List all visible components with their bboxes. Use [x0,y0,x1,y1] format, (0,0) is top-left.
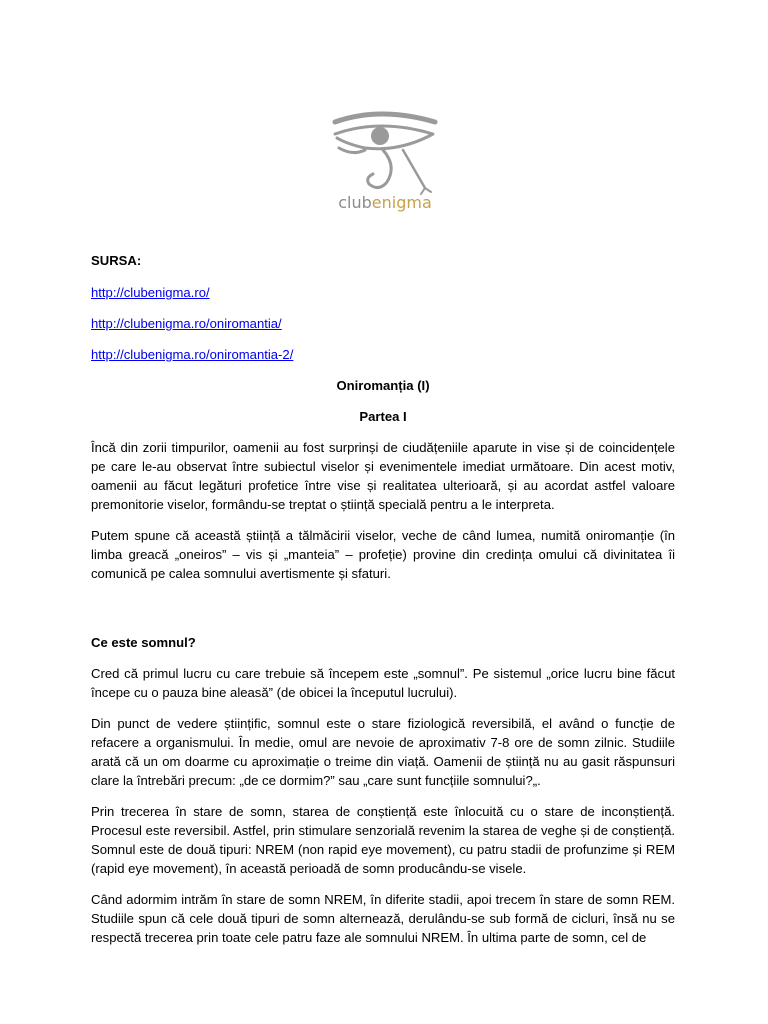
section-paragraph-2: Din punct de vedere științific, somnul este o stare fiziologică reversibilă, el având o funcție de refacere a organismului. În medie, omul are nevoie de aproximativ 7-8 ore de somn zilnic. Studiile arată că un om doarme cu aproximație o treime din viață. Oamenii de știință nu au gasit răspunsuri clare la întrebări precum: „de ce dormim?” sau „care sunt funcțiile somnului?„. [91,716,675,788]
section-paragraph-1: Cred că primul lucru cu care trebuie să începem este „somnul”. Pe sistemul „orice lucru bine făcut începe cu o pauza bine aleasă” (de obicei la începutul lucrului). [91,666,675,700]
source-link-3[interactable]: http://clubenigma.ro/oniromantia-2/ [91,347,294,362]
sources-label: SURSA: [91,253,142,268]
logo-wordmark: clubenigma [338,193,432,212]
source-link-2[interactable]: http://clubenigma.ro/oniromantia/ [91,316,282,331]
section-spacer [91,595,675,633]
document-body [91,251,675,959]
section-paragraph-3: Prin trecerea în stare de somn, starea de conștiență este înlocuită cu o stare de inconștiență. Procesul este reversibil. Astfel, prin stimulare senzorială revenim la starea de veghe și de conștiență. Somnul este de două tipuri: NREM (non rapid eye movement), cu patru stadii de profunzime și REM (rapid eye movement), în această perioadă de somn producându-se visele. [91,804,675,876]
document-subtitle: Partea I [359,409,407,424]
clubenigma-logo [325,108,445,218]
section-paragraph-4: Când adormim intrăm în stare de somn NREM, în diferite stadii, apoi trecem în stare de somn REM. Studiile spun că cele două tipuri de somn alternează, derulându-se sub formă de cicluri, însă nu se respectă trecerea prin toate cele patru faze ale somnului NREM. În ultima parte de somn, cel de [91,892,675,945]
eye-of-horus-icon [335,114,435,194]
intro-paragraph-1: Încă din zorii timpurilor, oamenii au fost surprinși de ciudățeniile aparute in vise și de coincidențele pe care le-au observat între subiectul viselor și evenimentele imediat următoare. Din acest motiv, oamenii au făcut legături profetice între vise și realitatea ulterioară, și au acordat astfel valoare premonitorie viselor, formându-se treptat o știință specială pentru a le interpreta. [91,440,675,512]
source-link-1[interactable]: http://clubenigma.ro/ [91,285,210,300]
intro-paragraph-2: Putem spune că această știință a tălmăcirii viselor, veche de când lumea, numită oniromanție (în limba greacă „oneiros” – vis și „manteia” – profeție) provine din credința omului că divinitatea îi comunică pe calea somnului avertismente și sfaturi. [91,528,675,581]
section-heading: Ce este somnul? [91,635,196,650]
document-title: Oniromanția (I) [336,378,430,393]
